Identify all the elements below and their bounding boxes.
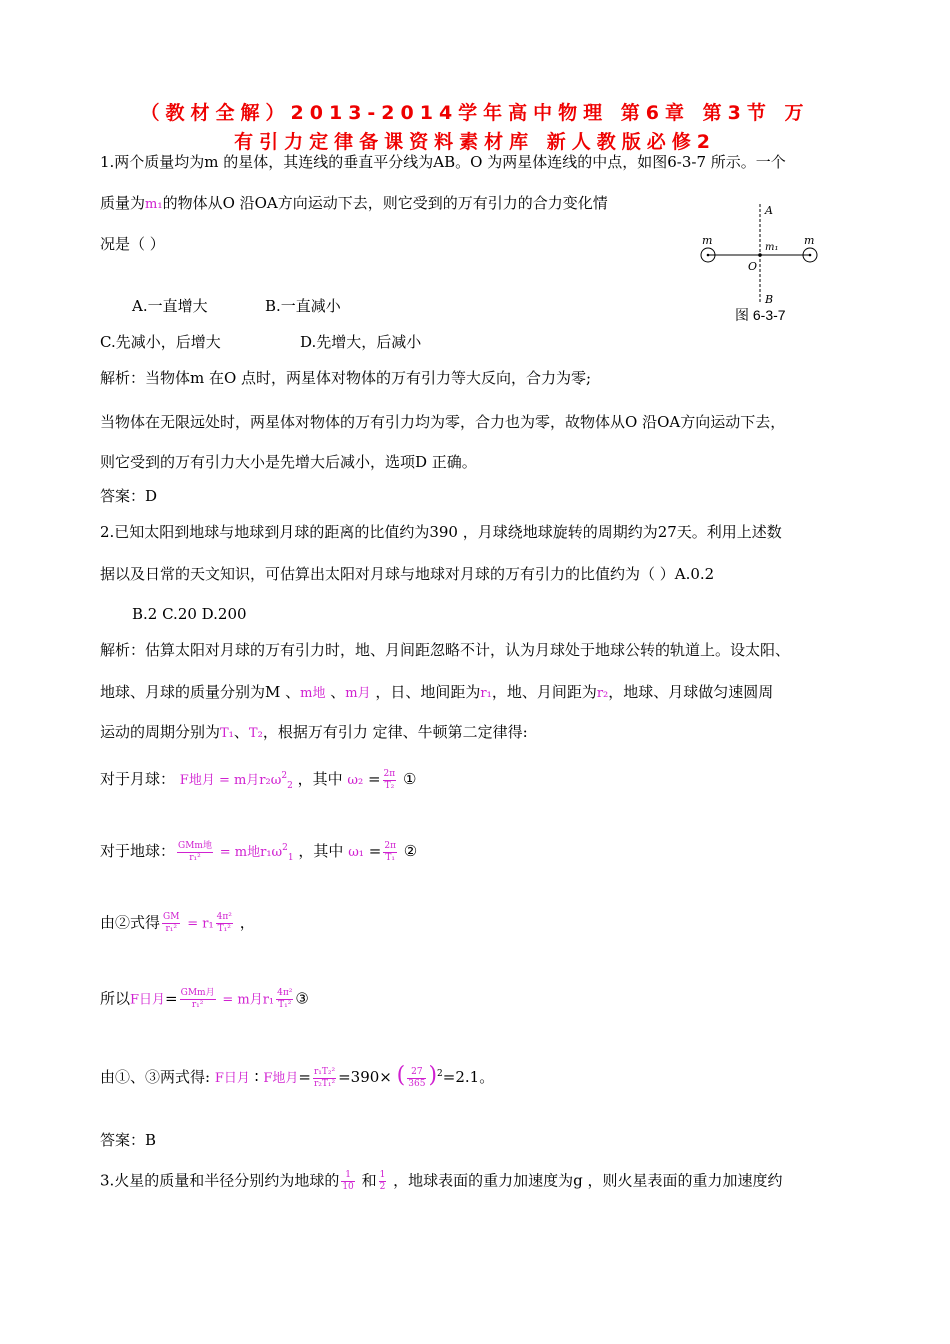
q1-stem-line-3: 况是（ ）	[100, 235, 165, 253]
eq2-equals: =	[368, 842, 382, 860]
eq3-fraction-lhs: $\frac{GM}{\text{r₁²}}$	[163, 912, 180, 934]
eq3-fraction-rhs: $\frac{\text{4π²}}{\text{T₁²}}$	[216, 912, 232, 934]
eq2-omega: ω₁	[348, 845, 364, 860]
eq5-force-sun-moon: F日月	[214, 1071, 250, 1086]
q2-stem-line-2: 据以及日常的天文知识，可估算出太阳对月球与地球对月球的万有引力的比值约为（ ）A.0.2	[100, 565, 715, 583]
q2-answer: 答案：B	[100, 1131, 157, 1149]
q1-stem-2a: 质量为	[100, 194, 146, 212]
q1-answer: 答案：D	[100, 487, 158, 505]
label-b: B	[765, 293, 774, 306]
q1-option-c: C.先减小，后增大	[100, 333, 221, 351]
q2-analysis-2a: 地球、月球的质量分别为M 、	[100, 683, 301, 701]
eq4-rhs: = m月r₁	[222, 992, 275, 1008]
m-earth-symbol: m地	[300, 686, 326, 701]
q2-analysis-line-1: 解析：估算太阳对月球的万有引力时，地、月间距忽略不计，认为月球处于地球公转的轨道上。设太阳、	[100, 641, 791, 659]
document-title-line-2: 有引力定律备课资料素材库 新人教版必修2	[234, 131, 716, 153]
eq4-fraction-rhs: $\frac{\text{4π²}}{\text{T₁²}}$	[277, 988, 293, 1010]
eq1-mid: ，其中	[297, 770, 343, 788]
eq4-force: F日月	[130, 992, 166, 1008]
q3-stem-1a: 3.火星的质量和半径分别约为地球的	[100, 1171, 340, 1190]
q2-analysis-2c: ，地、月间距为	[491, 683, 597, 701]
m-moon-symbol: m月	[345, 686, 371, 701]
q1-m1-symbol: m₁	[145, 197, 163, 212]
q1-analysis-line-1: 解析：当物体m 在O 点时，两星体对物体的万有引力等大反向，合力为零;	[100, 369, 592, 387]
document-title-line-1: （教材全解）2013-2014学年高中物理 第6章 第3节 万	[140, 102, 810, 124]
q1-stem-2b: 的物体从O 沿OA方向运动下去，则它受到的万有引力的合力变化情	[162, 194, 608, 212]
point-o	[758, 253, 762, 257]
eq2-rhs: = m地r₁ω	[219, 845, 283, 860]
eq1-label: 对于月球：	[100, 770, 176, 788]
eq4-equals: =	[165, 989, 178, 1008]
q1-analysis-line-2: 当物体在无限远处时，两星体对物体的万有引力均为零，合力也为零，故物体从O 沿OA方向运动下去，	[100, 413, 786, 431]
eq5-label: 由①、③两式得:	[100, 1068, 211, 1086]
separator: 、	[233, 723, 249, 741]
eq5-fraction: $\frac{\text{r₁T₂²}}{\text{r₂T₁²}}$	[313, 1066, 336, 1089]
q2-stem-line-1: 2.已知太阳到地球与地球到月球的距离的比值约为390 ，月球绕地球旋转的周期约为27天。利用上述数	[100, 523, 782, 541]
q3-and: 和	[361, 1171, 377, 1190]
equation-3	[100, 912, 255, 935]
equation-1: 对于月球： F地月 = m月$r_2\omega^2_2$ ，其中 ω₂ = $\frac{2\pi}{\text{T₂}}$ ①	[100, 768, 417, 791]
q1-stem-line-1: 1.两个质量均为m 的星体，其连线的垂直平分线为AB。O 为两星体连线的中点，如图6-3-7 所示。一个	[100, 153, 786, 171]
eq5-end: =2.1。	[442, 1068, 495, 1086]
eq4-tag: ③	[295, 989, 309, 1008]
figure-caption: 图 6-3-7	[735, 307, 786, 323]
q2-analysis-line-2	[100, 682, 773, 704]
q1-stem-line-2	[100, 193, 608, 215]
q3-stem-line-1	[100, 1170, 782, 1193]
label-m1: m₁	[765, 242, 779, 253]
eq3-rhs: = r₁	[187, 916, 214, 932]
equation-4	[100, 988, 309, 1011]
t2-symbol: T₂	[248, 726, 263, 741]
eq5-force-earth-moon: F地月	[263, 1071, 299, 1086]
q3-stem-1b: ，地球表面的重力加速度为g ，则火星表面的重力加速度约	[393, 1171, 783, 1190]
q2-analysis-3a: 运动的周期分别为	[100, 723, 221, 741]
q1-option-a: A.一直增大	[132, 297, 208, 315]
q3-fraction-mass: $\frac{1}{10}$	[342, 1170, 354, 1192]
equation-2: 对于地球： $\frac{\text{GMm地}}{\text{r₁²}}$ = m地$r_1\omega^2_1$ ，其中 ω₁ = $\frac{2\pi}{\text{T₁}}$ ②	[100, 840, 418, 863]
q2-analysis-line-3	[100, 722, 528, 744]
q3-fraction-radius: $\frac{1}{2}$	[379, 1170, 386, 1192]
eq1-tag: ①	[402, 770, 417, 788]
eq5-equals: =	[298, 1068, 311, 1086]
q2-options: B.2 C.20 D.200	[132, 605, 247, 623]
t1-symbol: T₁	[220, 726, 234, 741]
label-o: O	[748, 260, 758, 273]
label-m-right: m	[804, 234, 815, 247]
q1-analysis-line-3: 则它受到的万有引力大小是先增大后减小，选项D 正确。	[100, 453, 477, 471]
eq1-fraction: $\frac{2\pi}{\text{T₂}}$	[383, 768, 396, 791]
label-m-left: m	[702, 234, 713, 247]
eq5-colon: ∶	[254, 1068, 259, 1086]
eq4-fraction-lhs: $\frac{\text{GMm月}}{\text{r₁²}}$	[180, 988, 215, 1010]
separator: 、	[330, 683, 346, 701]
q1-option-d: D.先增大，后减小	[300, 333, 422, 351]
label-a: A	[765, 204, 773, 217]
eq1-omega: ω₂	[347, 773, 364, 788]
q2-analysis-2d: ，地球、月球做匀速圆周	[608, 683, 774, 701]
eq1-equals: =	[367, 770, 381, 788]
equation-5: 由①、③两式得: F日月 ∶ F地月= $\frac{\text{r₁T₂²}}{\text{r₂T₁²}}$ =390× ( $\frac{27}{365}$ )$^2$=2.1。	[100, 1063, 495, 1089]
two-star-diagram	[690, 200, 830, 310]
eq3-end: ，	[239, 913, 255, 932]
eq2-fraction-lhs: $\frac{\text{GMm地}}{\text{r₁²}}$	[178, 840, 212, 863]
r1-symbol: r₁	[480, 686, 492, 701]
r2-symbol: r₂	[596, 686, 609, 701]
eq2-fraction-rhs: $\frac{2\pi}{\text{T₁}}$	[384, 840, 397, 863]
eq4-label: 所以	[100, 989, 131, 1008]
eq2-tag: ②	[403, 842, 418, 860]
eq5-mid: =390×	[338, 1068, 392, 1086]
eq2-label: 对于地球：	[100, 842, 176, 860]
q2-analysis-2b: ，日、地间距为	[375, 683, 481, 701]
q2-analysis-3b: ，根据万有引力 定律、牛顿第二定律得:	[262, 723, 528, 741]
eq3-label: 由②式得	[100, 913, 161, 932]
eq1-lhs: F地月 = m月r₂ω	[179, 773, 282, 788]
eq5-paren-fraction: $\frac{27}{365}$	[408, 1066, 426, 1089]
eq2-mid: ，其中	[298, 842, 344, 860]
q1-option-b: B.一直减小	[265, 297, 341, 315]
